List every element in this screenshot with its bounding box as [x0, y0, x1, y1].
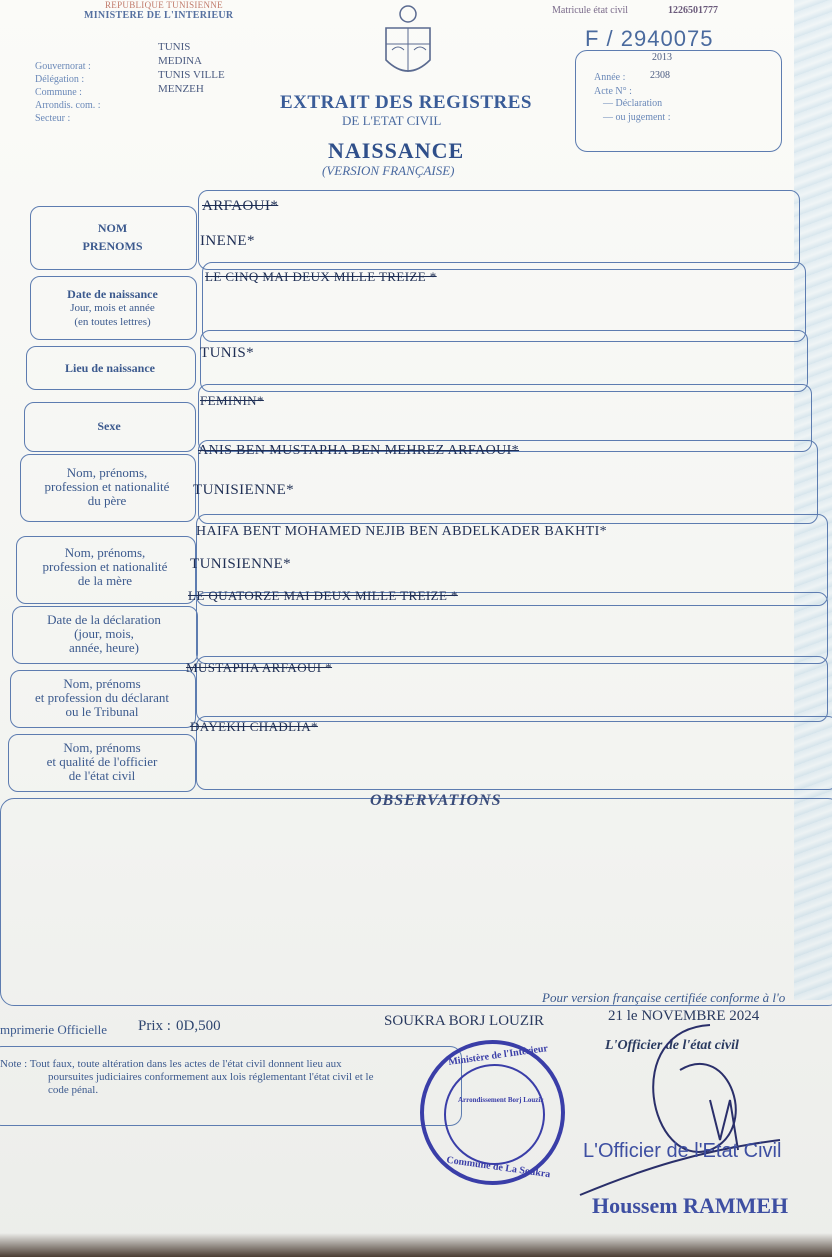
arrondissement-label: Arrondis. com. : [35, 100, 101, 111]
jugement-option: — ou jugement : [603, 112, 671, 123]
date-naissance-label-line1: Date de naissance [67, 287, 158, 301]
pere-value-line2: TUNISIENNE* [193, 482, 295, 498]
lieu-value-box [200, 330, 808, 392]
place-name: SOUKRA BORJ LOUZIR [384, 1013, 545, 1029]
acte-number-label: Acte N° : [594, 86, 632, 97]
serial-number: F / 2940075 [585, 26, 714, 51]
prix-label: Prix : [138, 1018, 171, 1034]
date-naissance-label-line3: (en toutes lettres) [74, 316, 151, 328]
gouvernorat-value: TUNIS [158, 41, 191, 53]
commune-value: TUNIS VILLE [158, 69, 225, 81]
acte-year: 2013 [652, 52, 672, 63]
republique-label: REPUBLIQUE TUNISIENNE [105, 0, 223, 10]
nom-value-box [198, 190, 800, 270]
arrondissement-value: MENZEH [158, 83, 204, 95]
secteur-label: Secteur : [35, 113, 71, 124]
pere-label [14, 462, 200, 512]
observations-title: OBSERVATIONS [370, 792, 502, 809]
stamp-text-top: Ministère de l'Intérieur [447, 1043, 549, 1068]
date-naissance-label [30, 284, 195, 332]
pere-label-line1: Nom, prénoms, [66, 465, 148, 480]
note-line1: Note : Tout faux, toute altération dans les actes de l'état civil donnent lieu aux [0, 1058, 342, 1070]
admin-labels [35, 60, 101, 125]
note-line3: code pénal. [48, 1084, 99, 1096]
prix-value: 0D,500 [176, 1018, 221, 1034]
nom-value: ARFAOUI* [202, 198, 279, 214]
declaration-label-line2: (jour, mois, [74, 626, 134, 641]
certification-text: Pour version française certifiée conforme à l'o [542, 990, 786, 1005]
delegation-label: Délégation : [35, 74, 85, 85]
declaration-value: LE QUATORZE MAI DEUX MILLE TREIZE * [188, 588, 458, 603]
commune-label: Commune : [35, 87, 82, 98]
declarant-label-line2: et profession du déclarant [35, 690, 169, 705]
document-subtitle: DE L'ETAT CIVIL [342, 113, 442, 128]
sexe-value: FEMININ* [200, 393, 264, 408]
officier-label-line1: Nom, prénoms [63, 740, 141, 755]
stamp-text-bottom: Commune de La Soukra [445, 1154, 552, 1181]
stamp-inner-ring [444, 1064, 545, 1165]
pere-label-line3: du père [87, 493, 127, 508]
stamp-text-inner: Arrondissement Borj Louzir [458, 1096, 544, 1104]
mere-label-line3: de la mère [77, 573, 133, 588]
record-type-title: NAISSANCE [328, 138, 465, 163]
prenoms-label: PRENOMS [82, 239, 143, 253]
issue-date: 21 le NOVEMBRE 2024 [608, 1008, 760, 1024]
matricule-label: Matricule état civil [552, 5, 629, 16]
mere-label-line1: Nom, prénoms, [64, 545, 146, 560]
signature-stamp-text: L'Officier de l'Etat Civil [583, 1140, 782, 1162]
gouvernorat-label: Gouvernorat : [35, 61, 91, 72]
pere-value-line1: ANIS BEN MUSTAPHA BEN MEHREZ ARFAOUI* [198, 443, 520, 458]
annee-label: Année : [594, 72, 626, 83]
declaration-label [12, 610, 196, 658]
declaration-label-line3: année, heure) [68, 640, 139, 655]
official-stamp [420, 1040, 565, 1185]
officier-label [4, 738, 200, 786]
document-title: EXTRAIT DES REGISTRES [280, 92, 532, 113]
matricule-value: 1226501777 [668, 5, 718, 16]
photo-bottom-shadow [0, 1233, 832, 1257]
lieu-value: TUNIS* [200, 345, 255, 361]
date-naissance-label-line2: Jour, mois et année [70, 302, 155, 314]
sexe-label: Sexe [97, 419, 121, 433]
mere-value-line1: HAIFA BENT MOHAMED NEJIB BEN ABDELKADER BAKHTI* [196, 524, 608, 539]
officer-name: Houssem RAMMEH [592, 1193, 789, 1218]
delegation-value: MEDINA [158, 55, 202, 67]
declarant-label-line3: ou le Tribunal [65, 704, 139, 719]
officer-title: L'Officier de l'état civil [605, 1038, 739, 1053]
declaration-option: — Déclaration [603, 98, 663, 109]
pere-label-line2: profession et nationalité [44, 479, 170, 494]
annee-value: 2308 [650, 70, 670, 81]
prenoms-value: INENE* [200, 233, 255, 249]
nom-label: NOM [97, 221, 128, 235]
observations-box [0, 798, 832, 1006]
mere-label [8, 542, 202, 592]
tunisia-emblem-icon [376, 2, 440, 88]
declarant-value: MUSTAPHA ARFAOUI * [186, 660, 333, 675]
note-line2: poursuites judiciaires conformement aux lois réglementant l'état civil et le [48, 1071, 374, 1083]
signature-scribble [560, 1020, 800, 1200]
declarant-label-line1: Nom, prénoms [63, 676, 141, 691]
mere-label-line2: profession et nationalité [42, 559, 168, 574]
version-label: (VERSION FRANÇAISE) [322, 163, 455, 178]
officier-label-line3: de l'état civil [68, 768, 136, 783]
admin-values [158, 40, 225, 96]
ministere-label: MINISTERE DE L'INTERIEUR [84, 10, 234, 21]
lieu-label: Lieu de naissance [64, 361, 155, 375]
officier-value: DAYEKH CHADLIA* [190, 719, 318, 734]
imprimerie-label: mprimerie Officielle [0, 1022, 107, 1037]
declarant-label [4, 674, 200, 722]
declaration-label-line1: Date de la déclaration [47, 612, 161, 627]
officier-label-line2: et qualité de l'officier [46, 754, 158, 769]
date-naissance-value: LE CINQ MAI DEUX MILLE TREIZE * [205, 269, 437, 284]
mere-value-line2: TUNISIENNE* [190, 556, 292, 572]
